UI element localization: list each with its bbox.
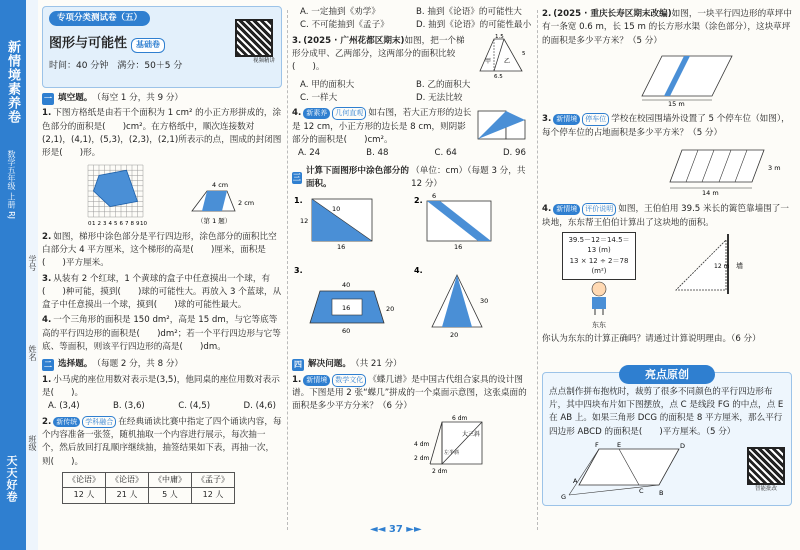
section-caption: （共 21 分） [350,359,402,370]
table-header-cell: 《中庸》 [149,472,192,487]
fig1-label: 10 [332,205,341,214]
option-c[interactable]: C. 64 [434,148,457,159]
table-cell: 21 人 [106,488,149,503]
question-number: 3. [42,273,52,284]
level-badge: 基础卷 [131,38,165,52]
axis-tick-label: 4 [108,220,112,227]
qr-caption: 视频精讲 [252,58,275,64]
section-title: 填空题。 [58,93,93,103]
spine-bar [0,0,26,550]
qr-code-icon[interactable] [747,447,785,485]
fig2-label: 6 [432,192,437,201]
qr-code-icon[interactable] [235,19,273,57]
question-text: 从装有 2 个红球，1 个黄球的盒子中任意摸出一个球，有( )种可能，摸到( )球的可能性大。再放入 3 个蓝球，从盒子中任意摸出一个球，摸到( )球的可能性最大。 [42,273,282,311]
question-number: 4. [42,315,52,326]
table-header-cell: 《论语》 [63,472,106,487]
score-text: 满分：50＋5 分 [117,61,183,72]
label-wall: 墙 [736,261,743,270]
field-class-label: 班级 [28,435,37,451]
badge-topic: 几何直观 [332,107,366,120]
axis-tick-label: 10 [140,220,147,227]
trapezoid-top-label: 4 cm [212,180,229,189]
column-divider [537,10,538,530]
question-text: 学校在校园围墙外设置了 5 个停车位（如图），每个停车位的占地面积是多少平方米？（5 分） [542,114,790,138]
question-number: 2. [42,416,52,427]
point-label: A [573,477,578,486]
point-label: F [595,441,599,450]
question-text: 如图，梯形中涂色部分是平行四边形，涂色部分的面积比空白部分大 4 平方厘米，这个梯形的高是( )厘米，面积是( )平方厘米。 [42,231,277,269]
axis-tick-label: 3 [103,220,107,227]
highlight-text: 点点制作拼布抱枕时，裁剪了很多不同颜色的平行四边形布片，其中四块布片如下图摆放，点 C 是线段 FG 的中点，点 E 在 AB 上。如果三角形 DCG 的面积是 8 平方厘米，那么平行四边形 ABCD 的面积是( )平方厘米。（5 分） [549,386,784,437]
area-figures [292,191,532,349]
badge-new: 新情境 [303,375,330,386]
point-label: D [680,442,686,451]
question-number: 4. [292,108,302,119]
label-height: 3 m [768,163,781,172]
highlight-title: 亮点原创 [619,365,715,384]
table-header-cell: 《论语》 [106,472,149,487]
section-number: 一 [44,93,52,103]
label-height: 5 [522,50,526,57]
lawn-figure [542,48,792,106]
option-d[interactable]: D. 96 [502,148,526,159]
point-label: C [639,487,644,496]
section-1-header [42,92,282,105]
spine-title: 新情境素养卷 [5,40,20,124]
figure-number: 4. [414,266,423,276]
calc-line: 39.5－12＝14.5＝13 (m) [568,235,630,255]
option-b[interactable]: B. 抽到《论语》的可能性大 [416,7,522,17]
section-number: 二 [44,360,52,370]
title-text: 图形与可能性 [49,36,128,52]
point-label: E [617,441,622,450]
field-id-label: 学号 [28,255,37,271]
header-banner [42,6,282,88]
question-1-1 [42,107,282,160]
option-a[interactable]: A. 甲的面积大 [300,79,355,90]
question-2-1 [42,374,282,401]
section-caption: （单位：cm）（每题 3 分，共 12 分） [411,165,526,189]
label-top: 1.5 [495,33,504,40]
question-4-4-ask: 你认为东东的计算正确吗？请通过计算说明理由。（6 分） [542,333,761,344]
fig2-label: 16 [454,243,463,252]
fig3-label: 16 [342,304,351,313]
question-number: 4. [542,204,552,215]
label-left-h2: 2 dm [414,454,430,462]
label-big: 大三斜 [462,430,481,438]
label-height: 12 m [714,262,730,270]
boy-icon [579,280,619,316]
question-4-1 [292,374,532,414]
option-a[interactable]: A. 一定抽到《劝学》 [300,7,380,17]
field-name-label: 姓名 [28,345,37,361]
badge-topic: 评价说明 [582,203,616,216]
time-score [49,60,275,74]
point-label: G [561,493,567,502]
question-text: 《蝶几谱》是中国古代组合家具的设计图谱。下图是用 2 张“蝶几”拼成的一个桌面示意图，这张桌面的面积是多少平方分米？（6 分） [292,374,527,412]
figure-number: 2. [414,196,423,206]
option-b[interactable]: B. 乙的面积大 [416,79,471,90]
question-2-3-row [292,33,532,79]
squares-figure [474,105,530,145]
axis-tick-label: 5 [114,220,118,227]
axis-tick-label: 7 [125,220,129,227]
trapezoid-height-label: 2 cm [238,198,255,207]
option-b[interactable]: B. (3,6) [113,401,145,412]
question-number: 2. [542,9,552,19]
question-4-4 [542,203,792,230]
section-title: 解决问题。 [308,359,351,370]
question-number: 3. [292,35,302,46]
trapezoid-split-figure [472,33,530,79]
figure-caption: （第 1 题） [197,216,232,225]
section-number: 三 [292,172,301,182]
spine-fields [26,0,38,550]
axis-tick-label: 0 [88,220,92,227]
label-jia: 甲 [485,57,492,65]
axis-tick-label: 1 [92,220,96,227]
question-text: 如右图，若大正方形的边长是 12 cm，小正方形的边长是 8 cm，则阴影部分的面积是( )cm²。 [292,108,472,145]
spine-subtitle: 数学五年级 上册 RJ [7,150,16,220]
point-label: B [659,489,664,498]
fence-figure [636,232,766,298]
test-tag: 专项分类测试卷（五） [49,11,150,26]
option-c[interactable]: C. 不可能抽到《孟子》 [300,20,389,31]
axis-tick-label: 8 [130,220,134,227]
badge-topic: 数学文化 [332,374,366,387]
question-number: 2. [42,231,52,242]
question-2-4-row [292,105,532,147]
question-2-3 [292,35,472,79]
question-text: 一个三角形的面积是 150 dm²，高是 15 dm，与它等底等高的平行四边形的面积是( )dm²；若一个平行四边形与它等底、等面积，则该平行四边形的高是( )dm。 [42,315,281,353]
option-c[interactable]: C. (4,5) [178,401,211,412]
source-tag: (2025 · 广州花都区期末) [303,35,405,46]
options-2-4 [292,147,532,160]
table-header-cell: 《孟子》 [192,472,235,487]
boy-name: 东东 [592,320,606,329]
axis-tick-label: 6 [119,220,123,227]
axis-tick-label: 2 [97,220,101,227]
options-2-1 [42,400,282,413]
question-2-2 [42,416,282,469]
fig4-label: 20 [450,331,459,340]
option-d[interactable]: D. 无法比较 [416,92,463,103]
highlight-box [542,367,792,506]
table-cell: 5 人 [149,488,192,503]
shaded-pentagon [94,170,138,206]
label-bottom: 6.5 [494,73,503,79]
column-2 [292,6,532,481]
fig4-label: 30 [480,297,489,306]
page-number: ◄◄ 37 ►► [370,524,422,535]
question-text: 如图，王伯伯用 39.5 米长的篱笆靠墙围了一块地，东东帮王伯伯计算出了这块地的面积。 [542,204,789,228]
question-number: 1. [42,374,52,385]
options-2-3 [292,79,532,106]
fig3-label: 40 [342,281,351,290]
section-caption: （每空 1 分，共 9 分） [92,93,184,103]
column-divider [287,10,288,530]
question-text: 如图，把一个梯形分成甲、乙两部分，这两部分的面积比较( )。 [292,35,465,73]
label-small: 左半斜 [444,449,460,456]
label-bottom: 2 dm [432,467,448,475]
question-text: 在经典诵读比赛中指定了四个诵读内容，每个内容准备一张签，随机抽取一个内容进行展示，每次抽一个，然后放回打乱顺序继续抽，抽签结果如下表，再抽一次，则( )。 [42,416,282,467]
figure-number: 1. [294,196,303,206]
badge-new: 新传统 [53,417,80,428]
label-base: 14 m [702,188,719,196]
column-1 [42,6,282,504]
table-cell: 12 人 [63,488,106,503]
option-a[interactable]: A. 24 [298,148,321,159]
option-d[interactable]: D. 抽到《论语》的可能性最小 [416,20,532,31]
time-text: 时间：40 分钟 [49,61,109,72]
fig3-label: 60 [342,327,351,336]
section-2-header [42,358,282,371]
fence-figure-row [542,232,792,331]
fig1-label: 16 [337,243,346,252]
option-b[interactable]: B. 48 [366,148,389,159]
label-left-h: 4 dm [414,440,430,448]
spine-logo: 天天好卷 [5,455,18,503]
section-number: 四 [294,360,302,370]
section-4-header [292,358,532,371]
table-top-figure [292,414,532,476]
section-title: 计算下面图形中涂色部分的面积。 [305,165,409,189]
source-tag: (2025 · 重庆长寿区期末改编) [553,9,672,19]
question-2-4 [292,107,474,147]
label-base: 15 m [668,99,685,106]
question-4-2 [542,8,792,48]
question-number: 1. [42,108,52,119]
question-text: 如图，一块平行四边形的草坪中有一条宽 0.6 m，长 15 m 的长方形水渠（涂色部分），这块草坪的面积是多少平方米？（5 分） [542,9,792,46]
options-2-2 [292,6,532,33]
section-title: 选择题。 [58,359,93,370]
parking-figure [542,140,792,196]
badge-topic: 停车位 [582,113,609,126]
boy-figure [562,232,636,331]
table-cell: 12 人 [192,488,235,503]
question-1-4 [42,314,282,354]
question-4-3 [542,113,792,140]
qr-block [747,447,785,494]
fabric-figure [549,439,699,501]
fig3-label: 20 [386,305,395,314]
calc-line: 13 × 12 ÷ 2＝78 (m²) [569,256,629,276]
draw-result-table [62,472,235,504]
label-top: 6 dm [452,414,468,422]
option-c[interactable]: C. 一样大 [300,92,338,103]
question-number: 3. [542,114,552,125]
option-d[interactable]: D. (4,6) [243,401,276,412]
question-1-3 [42,273,282,313]
label-yi: 乙 [504,57,511,65]
question-text: 小马虎的座位用数对表示是(3,5)，他同桌的座位用数对表示是( )。 [42,374,280,398]
axis-tick-label: 9 [136,220,140,227]
qr-caption: 智能批改 [754,485,777,492]
highlight-figure-row [549,439,785,501]
question-text: 下图方格纸是由若干个面积为 1 cm² 的小正方形拼成的，涂色部分的面积是( )cm²。在方格纸中，顺次连接数对(2,1)，(4,1)，(5,3)，(2,3)，(2,1)所表示的点，围成的封闭图形是( )形。 [42,108,282,159]
grid-figure [42,161,282,229]
section-3-header [292,165,532,192]
option-a[interactable]: A. (3,4) [48,401,80,412]
question-1-2 [42,231,282,271]
section-caption: （每题 2 分，共 8 分） [92,359,184,370]
badge-new: 新情境 [553,114,580,125]
badge-new: 新素养 [303,108,330,119]
badge-new: 新情境 [553,204,580,215]
calc-note [562,232,636,280]
figure-number: 3. [294,266,303,276]
column-3 [542,6,792,506]
badge-topic: 学科融合 [82,416,116,429]
question-number: 1. [292,374,302,385]
fig1-label: 12 [300,217,309,226]
